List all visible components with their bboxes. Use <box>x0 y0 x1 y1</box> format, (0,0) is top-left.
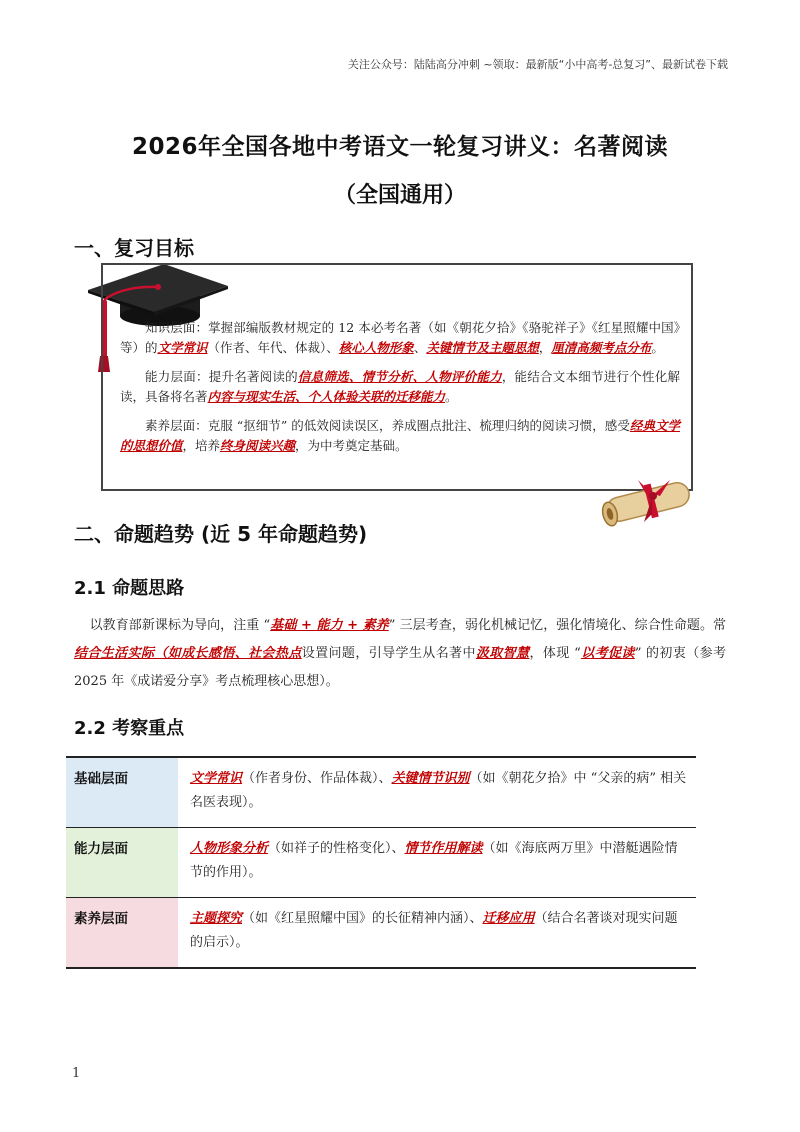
header-note: 关注公众号：陆陆高分冲刺 ~领取：最新版“小中高考-总复习”、最新试卷下载 <box>347 58 728 71</box>
section1-heading: 一、复习目标 <box>74 236 194 260</box>
scroll-icon <box>596 472 700 534</box>
row-label: 基础层面 <box>66 757 178 828</box>
goal-ability: 能力层面：提升名著阅读的信息筛选、情节分析、人物评价能力，能结合文本细节进行个性化解读，具备将名著内容与现实生活、个人体验关联的迁移能力。 <box>120 369 680 404</box>
row-content: 人物形象分析（如祥子的性格变化）、情节作用解读（如《海底两万里》中潜艇遇险情节的作用）。 <box>178 828 696 898</box>
goal-literacy: 素养层面：克服 “抠细节” 的低效阅读误区，养成圈点批注、梳理归纳的阅读习惯，感受经典文学的思想价值，培养终身阅读兴趣，为中考奠定基础。 <box>120 418 680 453</box>
table-row <box>66 828 696 898</box>
row-content: 主题探究（如《红星照耀中国》的长征精神内涵）、迁移应用（结合名著谈对现实问题的启示）。 <box>178 898 696 969</box>
proposition-thinking-paragraph: 以教育部新课标为导向，注重 “基础 + 能力 + 素养” 三层考查，弱化机械记忆，强化情境化、综合性命题。常结合生活实际（如成长感悟、社会热点设置问题，引导学生从名著中汲取智慧，体现 “以考促读” 的初衷（参考 2025 年《成诺爱分享》考点梳理核心思想）。 <box>74 618 727 689</box>
row-label: 素养层面 <box>66 898 178 969</box>
subsection-2-1-heading: 2.1 命题思路 <box>74 578 185 599</box>
page-number: 1 <box>72 1066 81 1081</box>
section2-heading: 二、命题趋势 (近 5 年命题趋势) <box>74 522 368 546</box>
page-subtitle: （全国通用） <box>333 183 466 208</box>
row-content: 文学常识（作者身份、作品体裁）、关键情节识别（如《朝花夕拾》中 “父亲的病” 相关名医表现）。 <box>190 771 687 810</box>
subsection-2-2-heading: 2.2 考察重点 <box>74 718 185 739</box>
exam-focus-table <box>66 756 696 969</box>
page-title: 2026年全国各地中考语文一轮复习讲义：名著阅读 <box>131 134 668 160</box>
table-row <box>66 757 696 828</box>
row-label: 能力层面 <box>66 828 178 898</box>
review-goals-text <box>120 318 680 465</box>
table-row <box>66 898 696 969</box>
goal-knowledge: 知识层面：掌握部编版教材规定的 12 本必考名著（如《朝花夕拾》《骆驼祥子》《红星照耀中国》等）的文学常识（作者、年代、体裁）、核心人物形象、关键情节及主题思想，厘清高频考点分布。 <box>120 320 680 355</box>
